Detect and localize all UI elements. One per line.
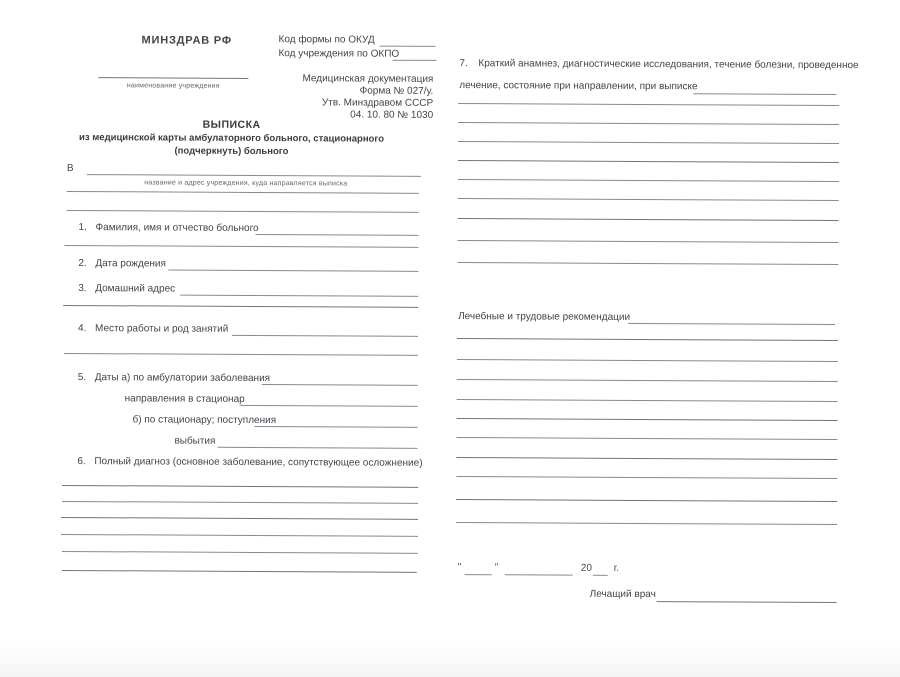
date-century: 20: [580, 562, 592, 574]
blank-line: [458, 122, 839, 125]
item-5-sub1-label: направления в стационар: [124, 393, 245, 405]
doc-info-line: Утв. Минздравом СССР: [321, 97, 434, 109]
item-5-sub2-label: б) по стационару; поступления: [132, 414, 277, 427]
form-title-block: [59, 118, 404, 159]
blank-line: [61, 534, 418, 537]
form-subtitle: из медицинской карты амбулаторного больного, стационарного: [79, 132, 385, 145]
item-5-sub3-blank-line: [217, 447, 417, 449]
addressee-prefix: В: [66, 162, 74, 175]
item-2-blank-line: [168, 270, 418, 272]
blank-line: [456, 499, 837, 502]
blank-line: [456, 457, 837, 460]
blank-line: [458, 198, 839, 201]
doc-info-line: 04. 10. 80 № 1030: [350, 109, 434, 121]
blank-line: [457, 359, 838, 362]
ministry-label: МИНЗДРАВ РФ: [141, 34, 233, 47]
item-3-blank-line: [180, 295, 418, 297]
blank-line: [457, 418, 838, 421]
form-title: ВЫПИСКА: [202, 118, 261, 132]
item-1-label: Фамилия, имя и отчество больного: [95, 222, 259, 234]
item-5-sub2-blank-line: [255, 426, 418, 428]
blank-line: [458, 103, 839, 106]
blank-line: [62, 485, 418, 488]
item-3-number: 3.: [78, 283, 87, 295]
date-year-suffix: г.: [613, 562, 620, 574]
blank-line: [458, 160, 839, 163]
item-5-sub3-label: выбытия: [174, 435, 216, 447]
blank-line: [458, 179, 839, 182]
item-2-label: Дата рождения: [95, 258, 166, 270]
item-4-number: 4.: [78, 323, 87, 335]
blank-line: [458, 141, 839, 144]
scan-shadow: [0, 637, 900, 675]
doc-info-line: Форма № 027/у.: [359, 85, 434, 97]
item-7-label-line1: Краткий анамнез, диагностические исследования, течение болезни, проведенное: [478, 58, 859, 72]
okpo-blank-line: [392, 60, 436, 61]
form-subtitle2: (подчеркнуть) больного: [174, 145, 289, 158]
item-5a-blank-line: [262, 384, 418, 386]
item-1-blank-line: [256, 234, 419, 236]
date-open-quote: ": [457, 562, 462, 574]
date-year-blank-line: [593, 575, 608, 576]
item-1-number: 1.: [78, 222, 87, 234]
blank-line: [61, 517, 418, 520]
doc-info-block: [251, 73, 433, 122]
item-7-number: 7.: [459, 58, 468, 70]
blank-line: [457, 399, 838, 402]
blank-line: [62, 570, 417, 573]
blank-line: [456, 437, 837, 440]
item-3-label: Домашний адрес: [95, 283, 176, 295]
blank-line: [64, 353, 418, 356]
blank-line: [67, 191, 419, 194]
blank-line: [457, 338, 838, 341]
okud-label: Код формы по ОКУД: [278, 34, 375, 46]
blank-line: [458, 218, 839, 221]
okpo-label: Код учреждения по ОКПО: [278, 48, 400, 60]
blank-line: [458, 240, 839, 243]
blank-line: [64, 245, 418, 248]
item-4-label: Место работы и род занятий: [95, 323, 229, 335]
item-4-blank-line: [232, 335, 418, 337]
item-5-label: Даты а) по амбулатории заболевания: [94, 372, 271, 385]
institution-caption: наименование учреждения: [126, 82, 220, 90]
item-6-label: Полный диагноз (основное заболевание, сопутствующее осложнение): [94, 456, 423, 469]
blank-line: [457, 379, 838, 382]
item-7-blank-line: [693, 93, 836, 95]
blank-line: [456, 476, 837, 479]
blank-line: [67, 210, 419, 213]
blank-line: [62, 551, 418, 554]
blank-line: [63, 305, 418, 308]
okud-blank-line: [380, 46, 436, 47]
addressee-blank-line: [87, 174, 421, 177]
doctor-label: Лечащий врач: [589, 588, 656, 601]
institution-blank-line: [98, 77, 248, 79]
date-month-blank-line: [505, 574, 573, 575]
recommendations-label: Лечебные и трудовые рекомендации: [458, 311, 631, 323]
item-2-number: 2.: [78, 258, 87, 270]
recommendations-blank-line: [628, 323, 835, 325]
item-5-sub1-blank-line: [240, 405, 418, 407]
blank-line: [62, 501, 418, 504]
blank-line: [457, 262, 838, 265]
date-close-quote: ": [494, 562, 499, 574]
date-day-blank-line: [465, 574, 492, 575]
item-5-number: 5.: [77, 372, 87, 384]
doc-info-line: Медицинская документация: [302, 73, 434, 85]
blank-line: [456, 522, 837, 525]
item-7-label-line2: лечение, состояние при направлении, при выписке: [459, 80, 698, 93]
doctor-signature-blank-line: [657, 601, 837, 603]
addressee-caption: название и адрес учреждения, куда направляется выписка: [144, 179, 348, 188]
item-6-number: 6.: [77, 456, 86, 468]
